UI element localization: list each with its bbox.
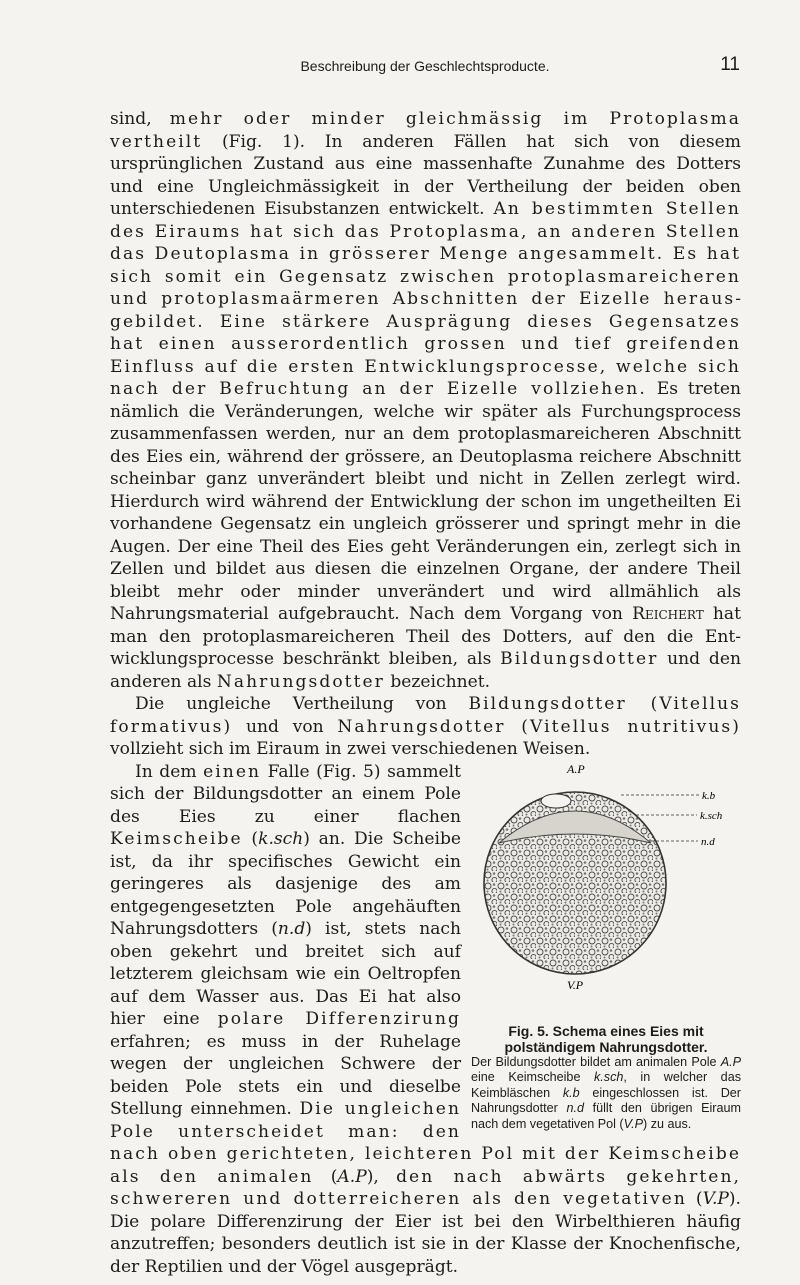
label-yolk: n.d bbox=[701, 835, 715, 848]
text-run: Falle (Fig. 5) sammelt sich der Bildungsdotter an einem Pole des Eies zu einer flachen bbox=[110, 761, 461, 827]
caption-title: Fig. 5. Schema eines Eies mit polständigem Nahrungsdotter. bbox=[504, 1022, 708, 1055]
figure-5 bbox=[471, 761, 741, 1133]
abbr-vp: V.P bbox=[702, 1189, 729, 1209]
term-bildungsdotter: Bildungsdotter bbox=[500, 649, 659, 669]
text-run: ( bbox=[686, 1189, 703, 1209]
paragraph-1 bbox=[110, 108, 741, 693]
text-run: In dem bbox=[135, 761, 204, 782]
text-run: (Fig. 1). In anderen Fällen hat sich von diesem ursprünglichen Zustand aus eine massenhafte Zunahme des Dotters und eine Ungleichmässigkeit in der Vertheilung der beiden oben unterschiedenen Eisubstanzen entwickelt. bbox=[110, 131, 741, 219]
spaced-emphasis: den nach abwärts gekehrten, schwereren und dotterreicheren als den vegetativen bbox=[110, 1166, 741, 1209]
spaced-emphasis: Die ungleichen Pole unterscheidet man: den nach oben gerichteten, leichteren Pol mit der Keimscheibe als den animalen bbox=[110, 1099, 741, 1187]
text-run: Es treten nämlich die Veränderungen, welche wir später als Furchungsprocess zusammenfassen werden, nur an dem protoplasmareicheren Abschnitt des Eies ein, während der grössere, an Deutoplasma reichere Abschnitt scheinbar ganz unverändert bleibt und nicht in Zellen zerlegt wird. Hierdurch wird während der Entwicklung der schon im ungetheilten Ei vorhandene Gegensatz ein ungleich grösserer und springt mehr in die Augen. Der eine Theil des Eies geht Veränderungen ein, zerlegt sich in Zellen und bildet aus diesen die einzelnen Organe, der andere Theil bleibt mehr oder minder unverändert und wird allmählich als Nahrungsmaterial aufgebraucht. Nach dem Vorgang von bbox=[110, 379, 741, 624]
caption-text: eine Keimscheibe bbox=[471, 1070, 594, 1085]
caption-text: ) zu aus. bbox=[643, 1116, 692, 1131]
label-vegetative-pole: V.P bbox=[567, 977, 584, 992]
caption-term: k.b bbox=[562, 1085, 580, 1100]
spaced-emphasis: An bestimmten Stellen des Eiraums hat sich das Protoplasma, an anderen Stellen das Deutoplasma in grösserer Menge angesammelt. Es hat sich somit ein Gegensatz zwischen protoplasmareicheren und protoplasmaärmeren Abschnitten der Eizelle herausgebildet. Eine stärkere Ausprägung dieses Gegensatzes hat einen ausserordentlich grossen und tief greifenden Einfluss auf die ersten Entwicklungsprocesse, welche sich nach der Befruchtung an der Eizelle vollziehen. bbox=[110, 199, 741, 399]
text-run: ). Die polare Differenzirung der Eier ist bei den Wirbelthieren häufig anzutreffen; besonders deutlich ist sie in der Klasse der Knochenfische, der Reptilien und der Vögel ausgeprägt. bbox=[110, 1189, 741, 1277]
caption-text: Der Bildungsdotter bildet am animalen Pole bbox=[471, 1054, 721, 1069]
spaced-emphasis: einen bbox=[203, 761, 262, 782]
body-text bbox=[110, 108, 741, 1278]
term-keimscheibe: Keimscheibe bbox=[110, 829, 243, 849]
text-run: ( bbox=[313, 1166, 338, 1187]
text-run: bezeichnet. bbox=[384, 671, 491, 692]
label-vesicle: k.b bbox=[702, 789, 716, 802]
caption-term: k.sch bbox=[593, 1070, 624, 1085]
caption-term: A.P bbox=[720, 1054, 741, 1069]
abbr-ap: A.P bbox=[337, 1166, 367, 1187]
caption-text: , in welcher das Keimbläschen bbox=[471, 1070, 741, 1100]
abbr-nd: n.d bbox=[277, 919, 306, 939]
text-run: ), bbox=[366, 1166, 397, 1187]
text-run: und den anderen als bbox=[110, 649, 741, 692]
figure-caption bbox=[471, 1023, 741, 1133]
text-run: erfahren; es muss in der Ruhelage wegen der ungleichen Schwere der beiden Pole stets ein und dieselbe Stellung einnehmen. bbox=[110, 1031, 461, 1119]
caption-text: eingeschlossen ist. Der Nahrungsdotter bbox=[471, 1085, 741, 1116]
caption-term: n.d bbox=[566, 1101, 584, 1116]
author-name: Reichert bbox=[632, 604, 704, 624]
text-run: ) an. Die Scheibe ist, da ihr specifisches Gewicht ein geringeres als dasjenige des am entgegengesetzten Pole angehäuften Nahrungsdotters ( bbox=[110, 829, 462, 939]
text-run: vollzieht sich im Eiraum in zwei verschiedenen Weisen. bbox=[110, 739, 591, 759]
caption-term: V.P bbox=[623, 1116, 643, 1131]
germinal-vesicle bbox=[541, 794, 571, 808]
abbr-ksch: k.sch bbox=[258, 829, 304, 849]
paragraph-2 bbox=[110, 693, 741, 761]
text-run: sind, bbox=[110, 109, 170, 129]
text-run: hat man den protoplasmareicheren Theil des Dotters, auf den die Entwicklungsprocesse beschränkt bleiben, als bbox=[110, 604, 741, 669]
running-title: Beschreibung der Geschlechtsproducte. bbox=[300, 58, 550, 74]
text-run: und von bbox=[232, 716, 338, 737]
term-nahrungsdotter: Nahrungsdotter bbox=[216, 671, 385, 692]
term-vitellus-formativus: Bildungsdotter (Vitellus formativus) bbox=[110, 694, 741, 737]
spaced-emphasis: mehr oder minder gleichmässig im Protoplasma vertheilt bbox=[110, 109, 741, 152]
egg-schema-illustration bbox=[471, 761, 741, 1023]
text-run: ( bbox=[242, 829, 259, 849]
label-disc: k.sch bbox=[700, 809, 723, 822]
term-polare-differenzirung: polare Differenzirung bbox=[217, 1009, 461, 1029]
text-run: Die ungleiche Vertheilung von bbox=[135, 694, 469, 714]
label-animal-pole: A.P bbox=[567, 761, 585, 776]
term-vitellus-nutritivus: Nahrungsdotter (Vitellus nutritivus) bbox=[337, 716, 741, 737]
page-number: 11 bbox=[720, 54, 740, 75]
text-run: ) ist, stets nach oben gekehrt und breitet sich auf letzterem gleichsam wie ein Oeltropfen auf dem Wasser aus. Das Ei hat also hier eine bbox=[110, 919, 461, 1029]
caption-text: füllt den übrigen Eiraum nach dem vegetativen Pol ( bbox=[471, 1101, 742, 1131]
